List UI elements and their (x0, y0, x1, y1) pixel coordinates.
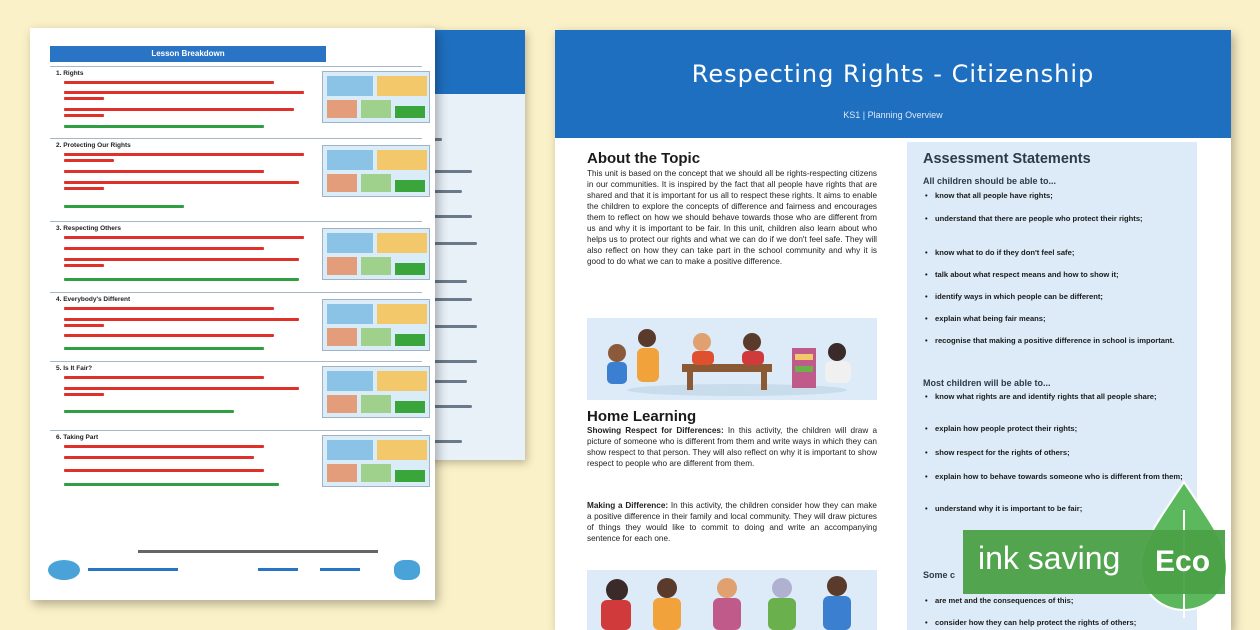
lesson-row (50, 66, 422, 136)
footer-line (88, 568, 178, 571)
about-text: This unit is based on the concept that we should all be rights-respecting citizens in our communities. It is inspired by the fact that all people have rights that are shared and that it is important for us all to respect these rights. It aims to enable the children to explore the concepts of difference and fairness and encourages them to reflect on how we should behave towards those who are different from us and why it is important to be fair. In this unit, children also learn about who helps us to protect our rights and what we can do if we don't feel safe. They will also reflect on how they can take part in the school community and why it is good to do what we can to make a positive difference. (587, 169, 877, 266)
objective-line (64, 393, 104, 396)
objective-line (64, 97, 104, 100)
assessment-item: • know that all people have rights; (925, 191, 1185, 201)
activity-text: In this activity, the children will draw a picture of someone who is different from them and write ways in which they can show respect to that person. They will also reflect on why it is important to show respect to people who are different from them. (587, 426, 877, 468)
objective-line (64, 153, 304, 156)
lesson-breakdown-sheet (30, 28, 435, 600)
objective-line (64, 247, 264, 250)
objective-line (64, 258, 299, 261)
lesson-name: 5. Is It Fair? (56, 365, 93, 372)
objective-line (64, 264, 104, 267)
text-line (432, 380, 467, 383)
footnote-line (138, 550, 378, 553)
lesson-thumbnail (322, 71, 430, 123)
lesson-name: 2. Protecting Our Rights (56, 142, 131, 149)
success-line (64, 278, 299, 281)
sheet-header (555, 30, 1231, 138)
success-line (64, 125, 264, 128)
text-line (432, 325, 477, 328)
assessment-item: • understand why it is important to be fair; (925, 504, 1185, 514)
some-children-heading: Some c (923, 570, 956, 580)
text-line (432, 190, 462, 193)
objective-line (64, 318, 299, 321)
objective-line (64, 91, 304, 94)
objective-line (64, 236, 304, 239)
objective-line (64, 387, 299, 390)
assessment-item: • understand that there are people who protect their rights; (925, 214, 1185, 224)
home-learning-activity-1 (587, 425, 877, 469)
objective-line (64, 324, 104, 327)
text-line (432, 405, 472, 408)
brand-logo (394, 560, 420, 580)
children-reading-illustration (587, 570, 877, 630)
assessment-item: • recognise that making a positive difference in school is important. (925, 336, 1185, 346)
home-learning-activity-2 (587, 500, 877, 544)
objective-line (64, 114, 104, 117)
text-line (432, 170, 472, 173)
success-line (64, 483, 279, 486)
text-line (432, 440, 462, 443)
assessment-item: • are met and the consequences of this; (925, 596, 1185, 606)
assessment-item: • consider how they can help protect the rights of others; (925, 618, 1185, 628)
objective-line (64, 170, 264, 173)
ink-saving-label: ink saving (978, 540, 1121, 576)
eco-label: Eco (1155, 545, 1211, 578)
home-learning-heading: Home Learning (587, 408, 697, 425)
assessment-heading: Assessment Statements (923, 151, 1091, 167)
objective-line (64, 334, 274, 337)
footer-line (258, 568, 298, 571)
footer-line (320, 568, 360, 571)
objective-line (64, 159, 114, 162)
lesson-name: 3. Respecting Others (56, 225, 122, 232)
about-heading: About the Topic (587, 150, 701, 167)
children-illustration (587, 318, 877, 400)
objective-line (64, 376, 264, 379)
page-footer (48, 558, 420, 582)
text-line (432, 298, 472, 301)
lesson-row (50, 138, 422, 218)
lesson-row (50, 361, 422, 427)
back-sheet-header (420, 30, 525, 94)
assessment-item: • explain how to behave towards someone who is different from them; (925, 472, 1185, 482)
activity-label: Showing Respect for Differences: (587, 426, 724, 435)
lesson-thumbnail (322, 366, 430, 418)
back-sheet (420, 30, 525, 460)
assessment-item: • know what rights are and identify rights that all people share; (925, 392, 1185, 402)
twinkl-logo (48, 560, 80, 580)
lesson-name: 6. Taking Part (56, 434, 99, 441)
lesson-thumbnail (322, 228, 430, 280)
objective-line (64, 81, 274, 84)
assessment-item: • show respect for the rights of others; (925, 448, 1185, 458)
lesson-row (50, 221, 422, 289)
page-title: Respecting Rights - Citizenship (691, 60, 1095, 88)
assessment-item: • know what to do if they don't feel safe; (925, 248, 1185, 258)
assessment-item: • talk about what respect means and how to show it; (925, 270, 1185, 280)
lesson-thumbnail (322, 435, 430, 487)
objective-line (64, 469, 264, 472)
text-line (432, 360, 477, 363)
lesson-row (50, 430, 422, 496)
lesson-thumbnail (322, 299, 430, 351)
objective-line (64, 181, 299, 184)
lesson-thumbnail (322, 145, 430, 197)
text-line (432, 215, 472, 218)
lesson-name: 4. Everybody's Different (56, 296, 131, 303)
success-line (64, 205, 184, 208)
success-line (64, 410, 234, 413)
assessment-item: • explain how people protect their rights; (925, 424, 1185, 434)
objective-line (64, 456, 254, 459)
activity-label: Making a Difference: (587, 501, 669, 510)
text-line (432, 280, 467, 283)
objective-line (64, 187, 104, 190)
objective-line (64, 445, 264, 448)
page-subtitle: KS1 | Planning Overview (843, 110, 943, 120)
most-children-heading: Most children will be able to... (923, 378, 1051, 388)
lesson-breakdown-title: Lesson Breakdown (50, 46, 326, 62)
lesson-row (50, 292, 422, 358)
success-line (64, 347, 264, 350)
assessment-item: • identify ways in which people can be different; (925, 292, 1185, 302)
lesson-name: 1. Rights (56, 70, 84, 77)
text-line (432, 242, 477, 245)
objective-line (64, 108, 294, 111)
all-children-heading: All children should be able to... (923, 176, 1057, 186)
activity-text: In this activity, the children consider how they can make a positive difference in their family and local community. They will draw pictures of things they would like to commit to doing and write an accompanying sentence for each one. (587, 501, 877, 543)
objective-line (64, 307, 274, 310)
assessment-item: • explain what being fair means; (925, 314, 1185, 324)
